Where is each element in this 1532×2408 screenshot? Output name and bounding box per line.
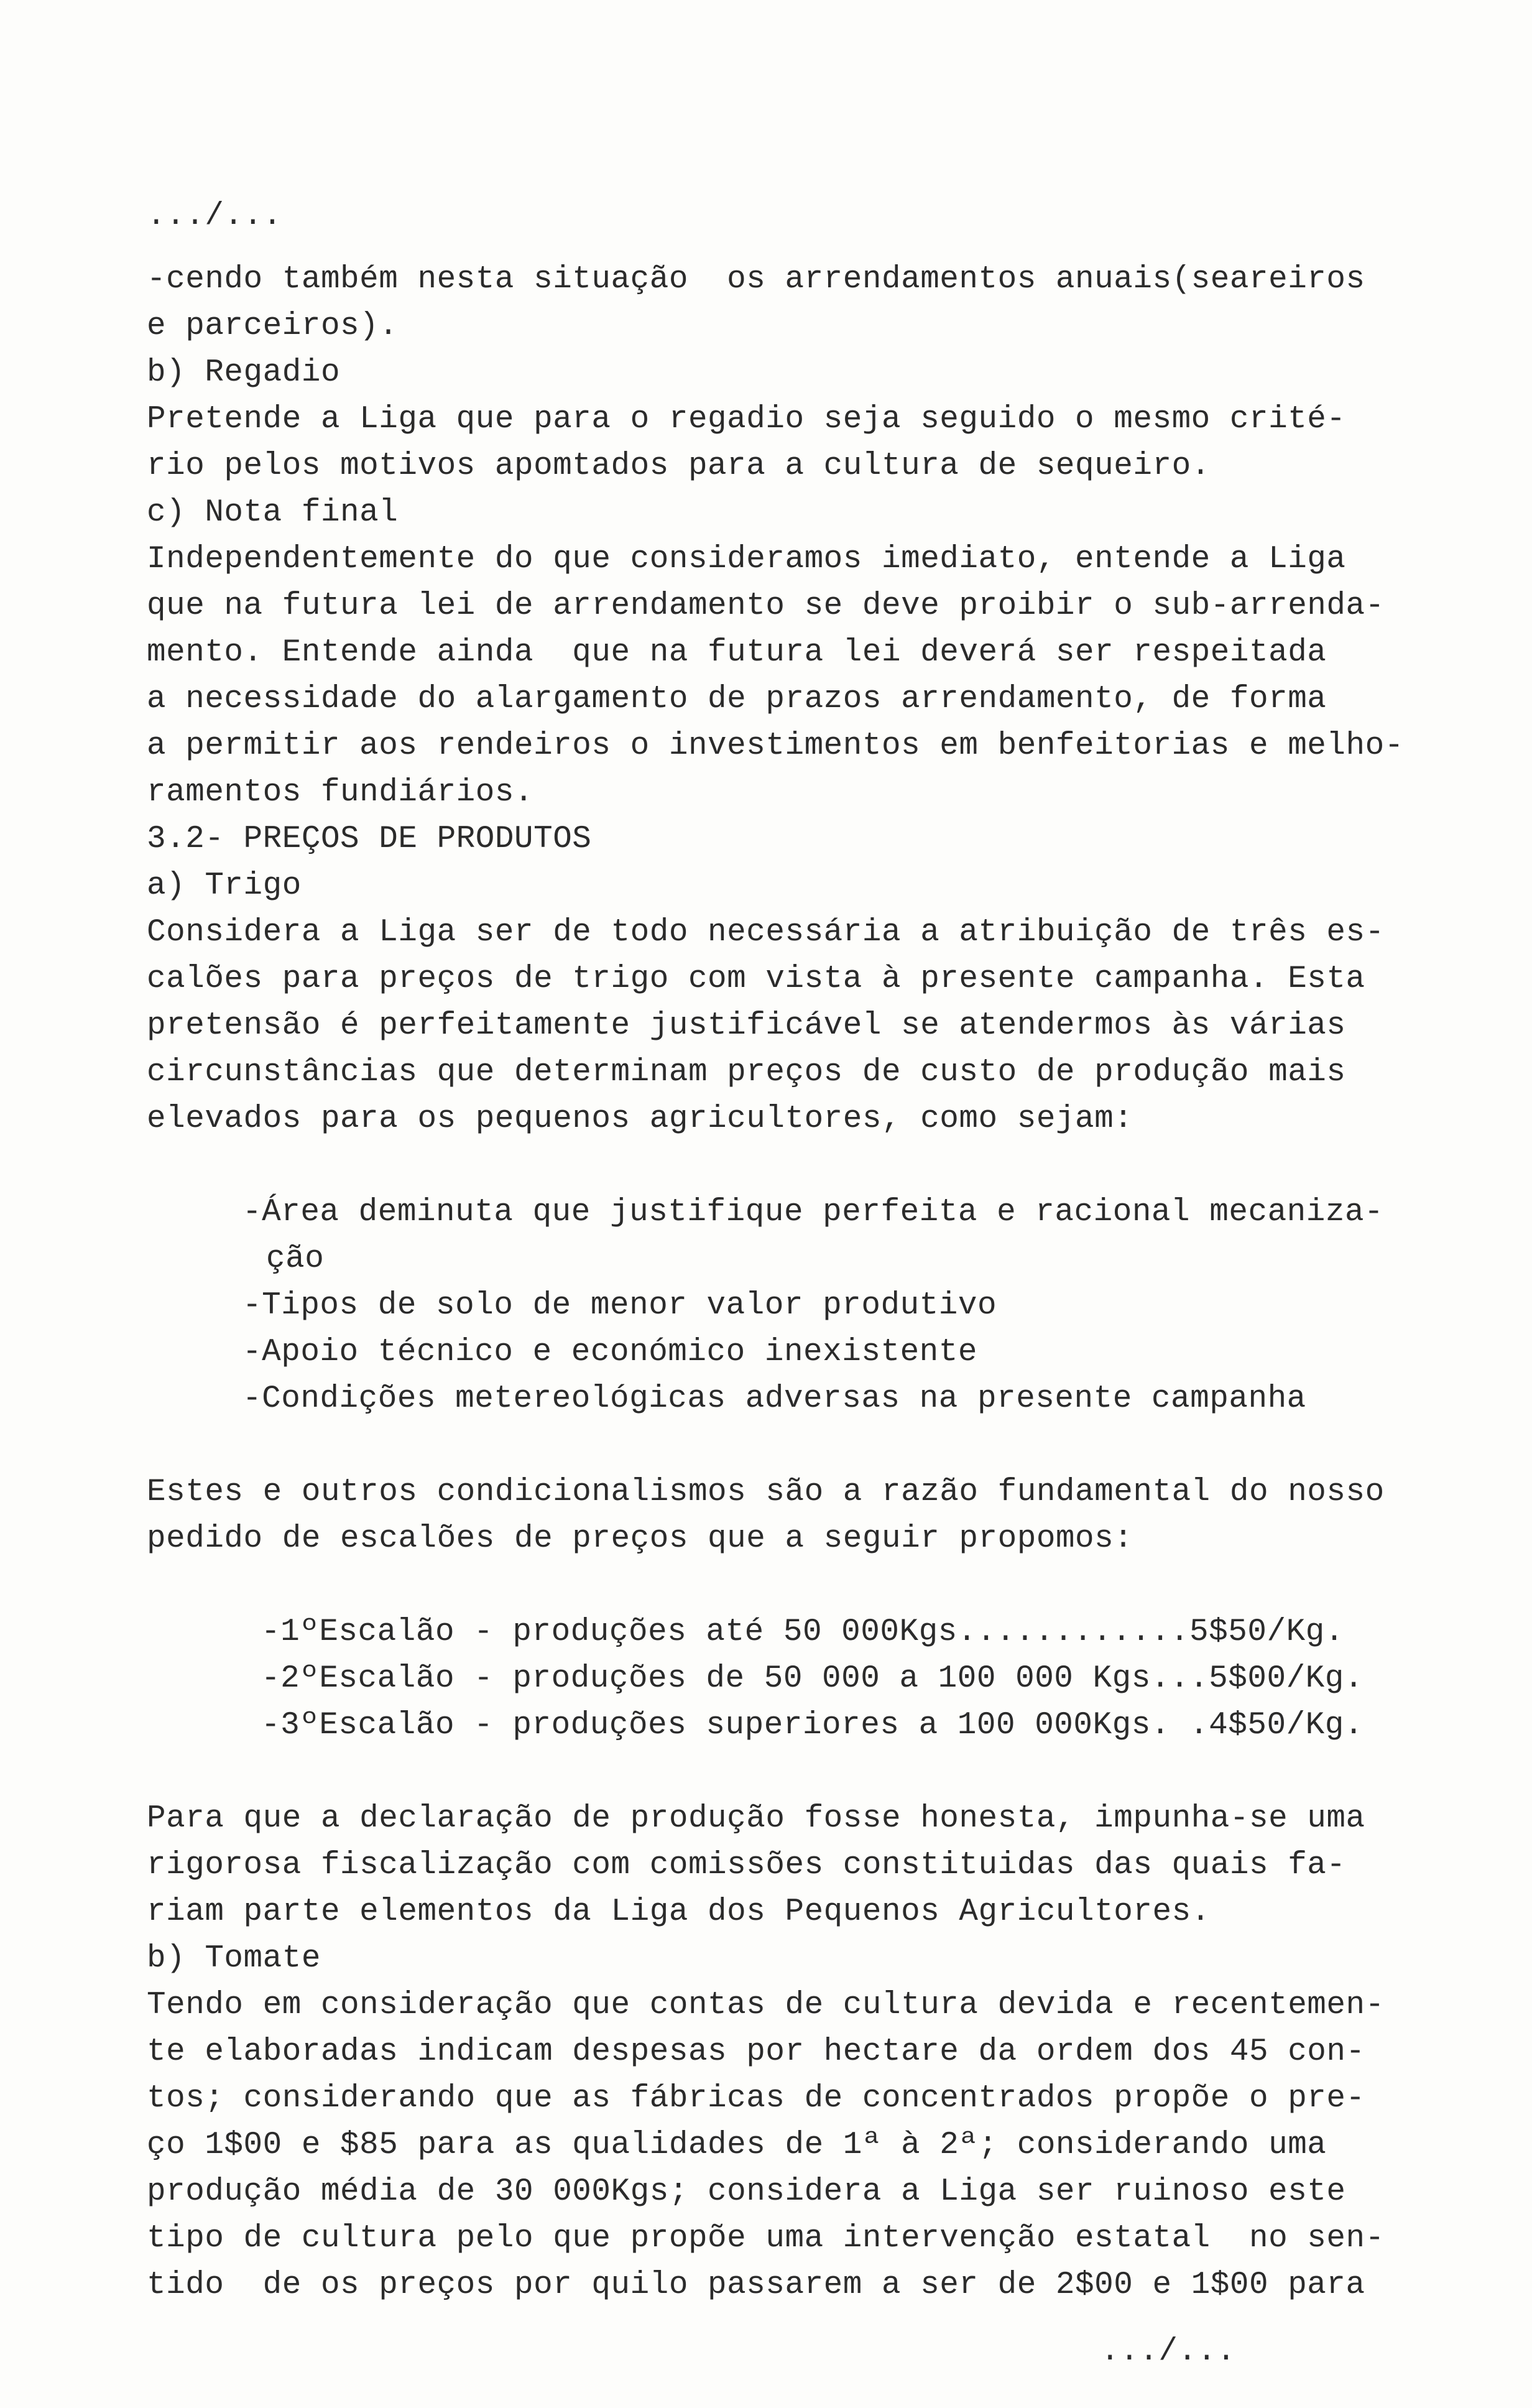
text-line: mento. Entende ainda que na futura lei deverá ser respeitada <box>147 635 1327 670</box>
text-line: tos; considerando que as fábricas de concentrados propõe o pre- <box>147 2081 1365 2116</box>
text-line: Tendo em consideração que contas de cultura devida e recentemen- <box>147 1988 1385 2023</box>
price-tier-2: -2ºEscalão - produções de 50 000 a 100 000 Kgs...5$00/Kg. <box>261 1661 1364 1697</box>
text-line: Independentemente do que consideramos imediato, entende a Liga <box>147 542 1346 577</box>
bullet-item: -Apoio técnico e económico inexistente <box>242 1335 977 1370</box>
text-line: a permitir aos rendeiros o investimentos em benfeitorias e melho- <box>147 728 1404 764</box>
text-line: tido de os preços por quilo passarem a ser de 2$00 e 1$00 para <box>147 2267 1365 2303</box>
text-line: pretensão é perfeitamente justificável se atendermos às várias <box>147 1008 1346 1044</box>
text-line: ço 1$00 e $85 para as qualidades de 1ª à 2ª; considerando uma <box>147 2128 1327 2163</box>
section-heading-regadio: b) Regadio <box>147 355 341 391</box>
section-heading-nota-final: c) Nota final <box>147 495 399 530</box>
text-line: te elaboradas indicam despesas por hectare da ordem dos 45 con- <box>147 2034 1365 2070</box>
text-line: Para que a declaração de produção fosse honesta, impunha-se uma <box>147 1801 1365 1836</box>
text-line: produção média de 30 000Kgs; considera a Liga ser ruinoso este <box>147 2174 1346 2210</box>
text-line: Considera a Liga ser de todo necessária a atribuição de três es- <box>147 915 1385 950</box>
bullet-continuation: ção <box>266 1241 325 1277</box>
text-line: ramentos fundiários. <box>147 775 534 810</box>
text-line: Estes e outros condicionalismos são a razão fundamental do nosso <box>147 1475 1385 1510</box>
bullet-item: -Condições metereológicas adversas na presente campanha <box>242 1381 1306 1417</box>
footer-continuation-mark: .../... <box>1101 2334 1236 2369</box>
bullet-item: -Tipos de solo de menor valor produtivo <box>242 1288 997 1323</box>
text-line: rigorosa fiscalização com comissões constituidas das quais fa- <box>147 1848 1346 1883</box>
price-tier-1: -1ºEscalão - produções até 50 000Kgs............5$50/Kg. <box>261 1614 1344 1650</box>
text-line: riam parte elementos da Liga dos Pequenos Agricultores. <box>147 1894 1211 1930</box>
text-line: rio pelos motivos apomtados para a cultura de sequeiro. <box>147 448 1211 484</box>
text-line: elevados para os pequenos agricultores, como sejam: <box>147 1101 1133 1137</box>
section-heading-trigo: a) Trigo <box>147 868 302 904</box>
bullet-item: -Área deminuta que justifique perfeita e racional mecaniza- <box>242 1195 1384 1230</box>
text-line: -cendo também nesta situação os arrendamentos anuais(seareiros <box>147 262 1365 297</box>
text-line: pedido de escalões de preços que a seguir propomos: <box>147 1521 1133 1557</box>
text-line: a necessidade do alargamento de prazos arrendamento, de forma <box>147 682 1327 717</box>
text-line: que na futura lei de arrendamento se deve proibir o sub-arrenda- <box>147 588 1385 624</box>
text-line: calões para preços de trigo com vista à presente campanha. Esta <box>147 961 1365 997</box>
price-tier-3: -3ºEscalão - produções superiores a 100 000Kgs. .4$50/Kg. <box>261 1708 1364 1743</box>
text-line: tipo de cultura pelo que propõe uma intervenção estatal no sen- <box>147 2221 1385 2256</box>
section-heading-tomate: b) Tomate <box>147 1941 321 1976</box>
text-line: circunstâncias que determinam preços de custo de produção mais <box>147 1055 1346 1090</box>
section-heading-precos: 3.2- PREÇOS DE PRODUTOS <box>147 822 592 857</box>
text-line: e parceiros). <box>147 308 399 344</box>
text-line: Pretende a Liga que para o regadio seja seguido o mesmo crité- <box>147 402 1346 437</box>
header-continuation-mark: .../... <box>147 198 282 234</box>
